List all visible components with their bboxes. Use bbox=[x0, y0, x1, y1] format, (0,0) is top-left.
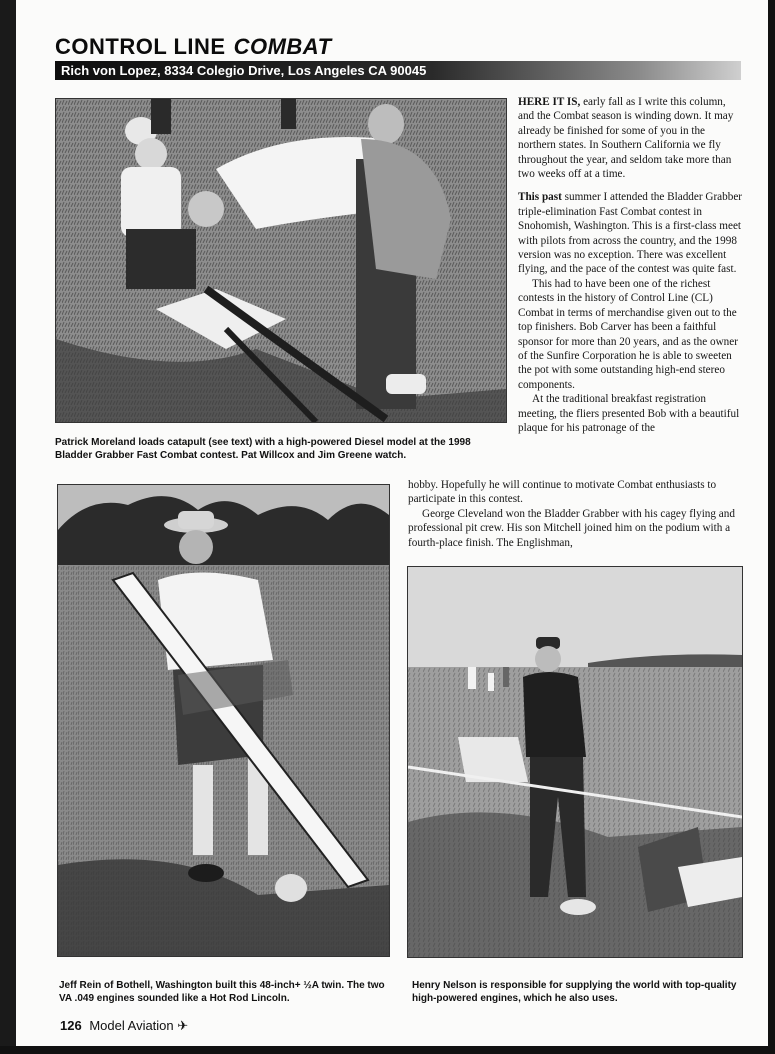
page-folio bbox=[60, 1018, 188, 1034]
scan-edge-bottom bbox=[0, 1046, 775, 1054]
title-main: CONTROL LINE bbox=[55, 34, 226, 59]
page-title bbox=[55, 34, 332, 60]
airplane-icon: ✈ bbox=[177, 1018, 189, 1033]
article-column-top bbox=[518, 95, 743, 435]
photo-catapult-image bbox=[56, 99, 506, 422]
page-number: 126 bbox=[60, 1018, 82, 1033]
paragraph-1 bbox=[518, 95, 743, 181]
photo-henry-nelson-image bbox=[408, 567, 742, 957]
title-italic: COMBAT bbox=[233, 34, 332, 59]
caption-twin-model: Jeff Rein of Bothell, Washington built this 48-inch+ ½A twin. The two VA .049 engines sounded like a Hot Rod Lincoln. bbox=[59, 980, 385, 1004]
caption-catapult: Patrick Moreland loads catapult (see text) with a high-powered Diesel model at the 1998 Bladder Grabber Fast Combat contest. Pat Willcox and Jim Greene watch. bbox=[55, 437, 471, 461]
paragraph-1-lead: HERE IT IS, bbox=[518, 96, 581, 108]
magazine-page bbox=[16, 0, 768, 1046]
paragraph-2-lead: This past bbox=[518, 191, 562, 204]
photo-henry-nelson bbox=[407, 566, 743, 958]
photo-catapult bbox=[55, 98, 507, 423]
paragraph-5: George Cleveland won the Bladder Grabber with his cagey flying and professional pit crew. His son Mitchell joined him on the podium with a fourth-place finish. The Englishman, bbox=[408, 507, 735, 549]
caption-henry-nelson: Henry Nelson is responsible for supplying the world with top-quality high-powered engines, which he also uses. bbox=[412, 980, 737, 1004]
paragraph-4-continued: hobby. Hopefully he will continue to motivate Combat enthusiasts to participate in this contest. bbox=[408, 479, 717, 506]
byline-bar: Rich von Lopez, 8334 Colegio Drive, Los Angeles CA 90045 bbox=[55, 61, 741, 80]
magazine-name: Model Aviation bbox=[89, 1018, 174, 1033]
paragraph-2 bbox=[518, 190, 743, 276]
photo-twin-model bbox=[57, 484, 390, 957]
paragraph-1-text: early fall as I write this column, and the Combat season is winding down. It may already be finished for some of you in the northern states. In Southern California we fly throughout the year, and seldom take more than two weeks off at a time. bbox=[518, 96, 734, 181]
photo-twin-model-image bbox=[58, 485, 389, 956]
scan-edge-right bbox=[768, 0, 775, 1054]
paragraph-3: This had to have been one of the richest contests in the history of Control Line (CL) Combat in terms of merchandise given out to the top finishers. Bob Carver has been a faithful sponsor for more than 20 years, and as the owner of the Sunfire Corporation he is able to sweeten the pot with some outstanding high-end stereo components. bbox=[518, 277, 738, 391]
paragraph-4: At the traditional breakfast registration meeting, the fliers presented Bob with a beautiful plaque for his patronage of the bbox=[518, 393, 740, 434]
paragraph-2-text: summer I attended the Bladder Grabber triple-elimination Fast Combat contest in Snohomish, Washington. This is a first-class meet with pilots from across the country, and the 1998 version was no exception. There was excellent flying, and the pace of the contest was quite fast. bbox=[518, 191, 743, 276]
article-column-wide bbox=[408, 478, 743, 550]
